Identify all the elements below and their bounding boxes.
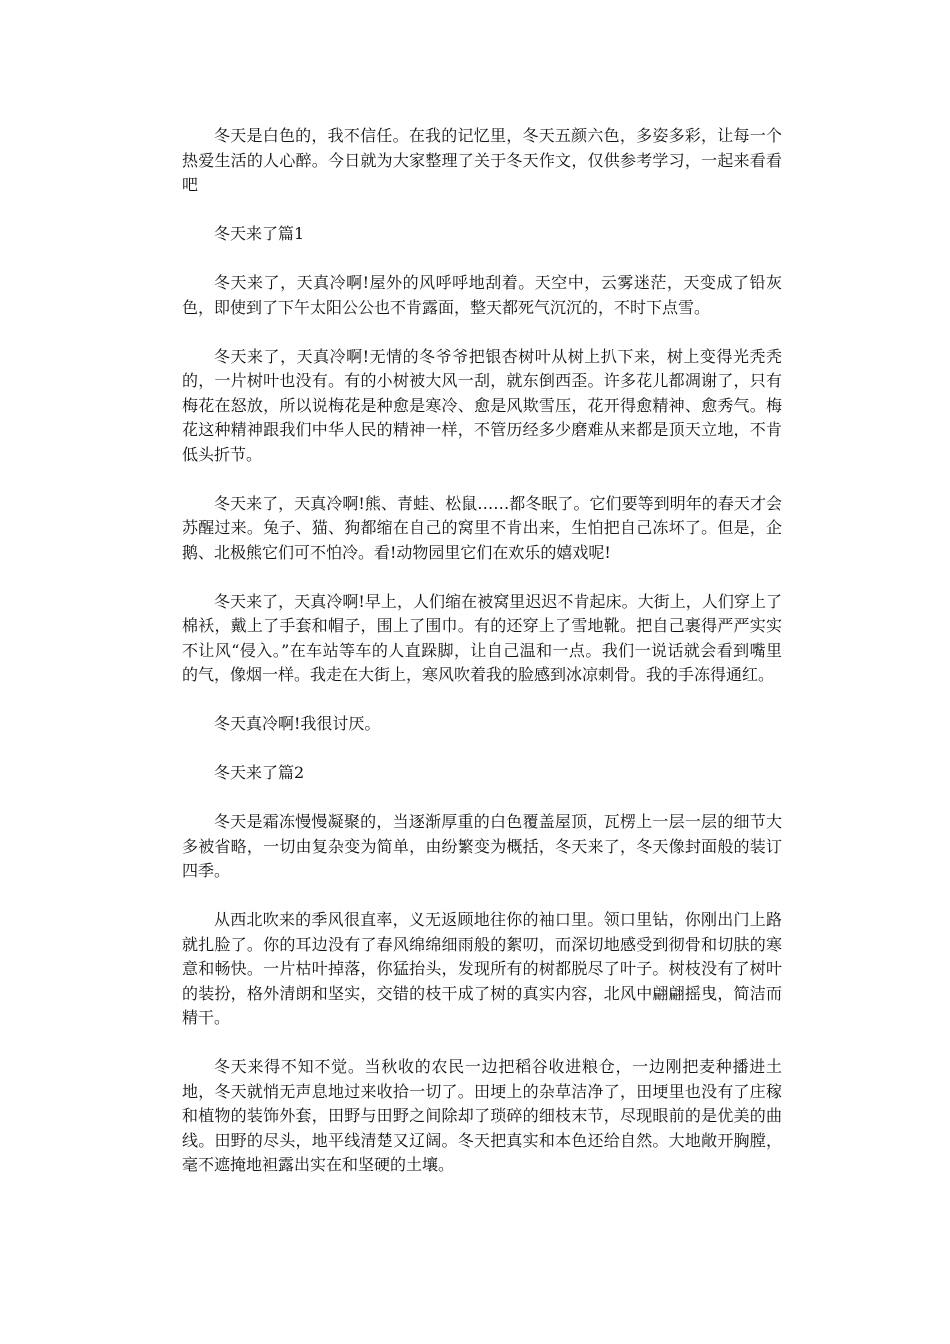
article-body (182, 124, 782, 1178)
body-paragraph: 从西北吹来的季风很直率，义无返顾地往你的袖口里。领口里钻，你刚出门上路就扎脸了。你的耳边没有了春风绵绵细雨般的絮叨，而深切地感受到彻骨和切肤的寒意和畅快。一片枯叶掉落，你猛抬头，发现所有的树都脱尽了叶子。树枝没有了树叶的装扮，格外清朗和坚实，交错的枝干成了树的真实内容，北风中翩翩摇曳，简洁而精干。 (182, 910, 782, 1027)
section-heading-1: 冬天来了篇1 (214, 224, 305, 243)
body-paragraph: 冬天来了，天真冷啊!无情的冬爷爷把银杏树叶从树上扒下来，树上变得光秃秃的，一片树叶也没有。有的小树被大风一刮，就东倒西歪。许多花儿都凋谢了，只有梅花在怒放，所以说梅花是种愈是寒冷、愈是风欺雪压，花开得愈精神、愈秀气。梅花这种精神跟我们中华人民的精神一样，不管历经多少磨难从来都是顶天立地，不肯低头折节。 (182, 346, 782, 464)
body-paragraph: 冬天来了，天真冷啊!早上，人们缩在被窝里迟迟不肯起床。大街上，人们穿上了棉袄，戴上了手套和帽子，围上了围巾。有的还穿上了雪地靴。把自己裹得严严实实不让风“侵入。”在车站等车的人直跺脚，让自己温和一点。我们一说话就会看到嘴里的气，像烟一样。我走在大街上，寒风吹着我的脸感到冰凉刺骨。我的手冻得通红。 (182, 591, 782, 684)
body-paragraph: 冬天来得不知不觉。当秋收的农民一边把稻谷收进粮仓，一边刚把麦种播进土地，冬天就悄无声息地过来收拾一切了。田埂上的杂草洁净了，田埂里也没有了庄稼和植物的装饰外套，田野与田野之间除却了琐碎的细枝末节，尽现眼前的是优美的曲线。田野的尽头，地平线清楚又辽阔。冬天把真实和本色还给自然。大地敞开胸膛，毫不遮掩地袒露出实在和坚硬的土壤。 (182, 1057, 782, 1174)
body-paragraph: 冬天来了，天真冷啊!屋外的风呼呼地刮着。天空中，云雾迷茫，天变成了铅灰色，即使到了下午太阳公公也不肯露面，整天都死气沉沉的，不时下点雪。 (182, 273, 782, 317)
body-paragraph: 冬天真冷啊!我很讨厌。 (214, 714, 381, 733)
section-heading-2: 冬天来了篇2 (214, 763, 305, 782)
intro-paragraph: 冬天是白色的，我不信任。在我的记忆里，冬天五颜六色，多姿多彩，让每一个热爱生活的人心醉。今日就为大家整理了关于冬天作文，仅供参考学习，一起来看看吧 (182, 126, 782, 194)
body-paragraph: 冬天来了，天真冷啊!熊、青蛙、松鼠……都冬眠了。它们要等到明年的春天才会苏醒过来。兔子、猫、狗都缩在自己的窝里不肯出来，生怕把自己冻坏了。但是，企鹅、北极熊它们可不怕冷。看!动物园里它们在欢乐的嬉戏呢! (182, 493, 782, 562)
body-paragraph: 冬天是霜冻慢慢凝聚的，当逐渐厚重的白色覆盖屋顶，瓦楞上一层一层的细节大多被省略，一切由复杂变为简单，由纷繁变为概括，冬天来了，冬天像封面般的装订四季。 (182, 812, 782, 880)
